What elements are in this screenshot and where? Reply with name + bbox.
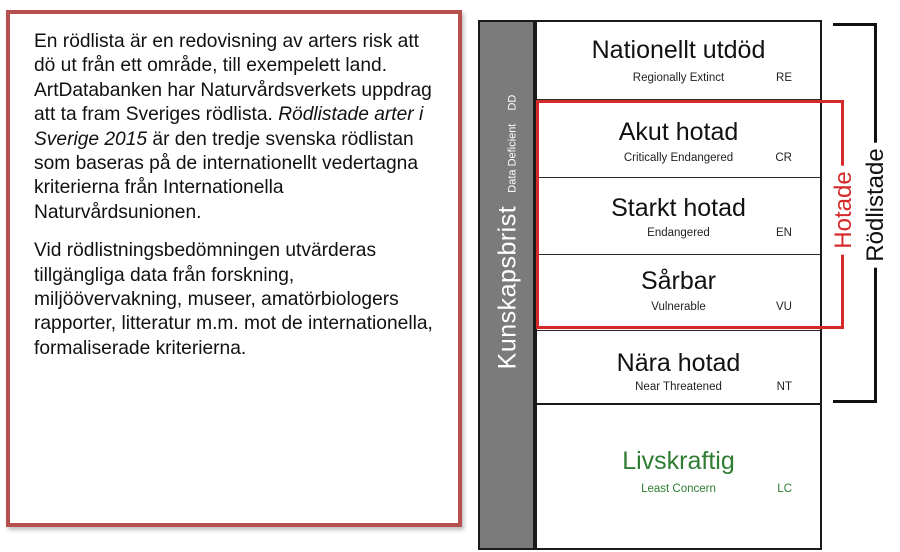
hotade-bracket <box>536 100 844 329</box>
paragraph-1-end: är den tredje svenska rödlistan som baseras på de internationellt vedertagna kriterierna från Internationella Naturvårdsunionen. <box>34 128 418 223</box>
category-english: Vulnerable <box>651 301 706 313</box>
category-code: VU <box>776 301 792 313</box>
data-deficient-code: DD <box>506 94 519 111</box>
paragraph-2: Vid rödlistningsbedömningen utvärderas tillgängliga data från forskning, miljöövervakning, museer, amatörbiologers rapporter, litteratur m.m. mot de internationella, formaliserade kriterierna. <box>34 240 433 359</box>
category-english: Regionally Extinct <box>632 72 725 84</box>
rodlistade-label: Rödlistade <box>862 142 890 267</box>
description-text <box>34 30 444 375</box>
category-name: Nära hotad <box>616 349 741 377</box>
category-code: CR <box>775 152 792 164</box>
category-name: Livskraftig <box>622 447 735 475</box>
category-nt <box>537 331 820 405</box>
hotade-label: Hotade <box>830 165 858 254</box>
category-code: EN <box>776 227 792 239</box>
category-name: Starkt hotad <box>611 194 746 222</box>
category-re <box>537 22 820 100</box>
data-deficient-bar <box>478 20 535 550</box>
category-name: Nationellt utdöd <box>591 36 766 64</box>
category-code: NT <box>776 381 792 393</box>
category-english: Endangered <box>647 227 710 239</box>
paragraph-1-start: En rödlista är en redovisning av arters risk att dö ut från ett område, till exempelett land. ArtDatabanken har Naturvårdsverkets uppdrag att ta fram Sveriges rödlista. <box>34 31 432 126</box>
category-code: RE <box>776 72 792 84</box>
data-deficient-sv: Kunskapsbrist <box>493 205 522 370</box>
description-panel <box>6 10 462 527</box>
category-name: Akut hotad <box>618 118 739 146</box>
category-name: Sårbar <box>640 267 717 295</box>
publication-title: Rödlistade arter i Sverige 2015 <box>34 104 424 150</box>
data-deficient-label <box>494 95 523 370</box>
category-english: Critically Endangered <box>623 152 734 164</box>
data-deficient-en: Data Deficient <box>506 123 519 193</box>
category-lc <box>537 405 820 550</box>
category-code: LC <box>777 483 792 495</box>
category-english: Near Threatened <box>635 381 722 393</box>
paragraph-1 <box>34 30 444 225</box>
category-english: Least Concern <box>641 483 716 495</box>
